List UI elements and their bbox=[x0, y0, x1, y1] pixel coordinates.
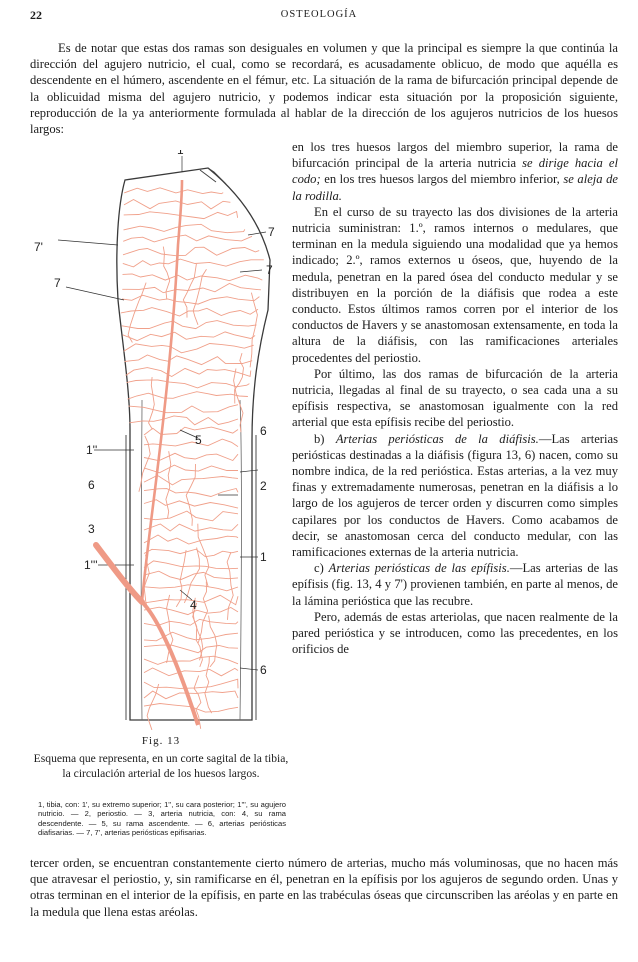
capillary-vessel bbox=[129, 405, 239, 413]
label-5: 5 bbox=[195, 433, 202, 447]
page-number: 22 bbox=[30, 8, 42, 22]
capillary-vessel bbox=[250, 293, 257, 368]
capillary-vessel bbox=[124, 224, 245, 232]
capillary-vessel bbox=[126, 368, 251, 377]
label-7-prime: 7' bbox=[34, 240, 43, 254]
capillary-vessel bbox=[123, 259, 264, 267]
capillary-vessel bbox=[122, 321, 257, 329]
label-6-c: 6 bbox=[260, 663, 267, 677]
figure-caption: Esquema que representa, en un corte sagital de la tibia, la circulación arterial de los huesos largos. bbox=[33, 752, 289, 780]
figure-title: Fig. 13 bbox=[141, 735, 181, 747]
figure-legend: 1, tibia, con: 1', su extremo superior; 1'', su cara posterior; 1''', su agujero nutricio. — 2, periostio. — 3, arteria nutricia, con: 4, su rama descendente. — 5, su rama ascendente. — 6, arterias periósticas diafisarias. — 7, 7', arterias periósticas epifisarias. bbox=[38, 800, 286, 838]
figure-13 bbox=[30, 150, 292, 730]
paragraph-c bbox=[292, 560, 618, 609]
capillary-vessel bbox=[123, 235, 252, 242]
paragraph-4-start: Pero, además de estas arteriolas, que nacen realmente de la pared perióstica y se introducen, como las precedentes, en los orificios de bbox=[292, 609, 618, 657]
tibia-diagram bbox=[30, 150, 292, 730]
para-c-title: Arterias periósticas de las epífisis. bbox=[328, 561, 510, 576]
capillary-vessel bbox=[124, 200, 230, 209]
capillary-vessel bbox=[124, 188, 223, 194]
capillary-vessel bbox=[209, 616, 217, 667]
capillary-vessel bbox=[144, 561, 238, 569]
label-1: 1 bbox=[260, 550, 267, 564]
intro-paragraph: Es de notar que estas dos ramas son desiguales en volumen y que la principal es siempre la que continúa la dirección del agujero nutricio, el cual, como se recordará, es acusadamente oblicuo, de modo que aquélla es descendente en el húmero, ascendente en el fémur, etc. La situación de la rama de bifurcación principal depende de la oblicuidad misma del agujero nutricio, y podemos indicar esta situación por la proposición siguiente, reproducción de la ya anteriormente formulada al hablar de la dirección de los agujeros nutricios de los huesos largos: bbox=[30, 41, 618, 137]
para-b-title: Arterias periósticas de la diáfisis. bbox=[335, 431, 539, 446]
para-c-label: c) bbox=[314, 561, 324, 576]
capillary-vessel bbox=[121, 308, 258, 316]
capillary-vessel bbox=[144, 535, 238, 544]
capillary-vessel bbox=[227, 552, 233, 620]
paragraph-3: Por último, las dos ramas de bifurcación de la arteria nutricia, llegadas al final de su trayecto, o sea cada una a su epífisis respectiva, se anastomosan igualmente con la red arterial que esta epífisis recibe del periostio. bbox=[292, 366, 618, 430]
capillary-vessel bbox=[144, 439, 238, 447]
label-1-double-prime: 1'' bbox=[86, 443, 98, 457]
epiphysis-cap bbox=[200, 168, 226, 184]
capillary-vessel bbox=[144, 668, 238, 676]
rule-paragraph bbox=[292, 139, 618, 204]
capillary-vessel bbox=[139, 436, 150, 492]
label-7-c: 7 bbox=[266, 263, 273, 277]
capillary-vessel bbox=[144, 571, 238, 579]
paragraph-2: En el curso de su trayecto las dos divisiones de la arteria nutricia suministran: 1.º, ramos internos o medulares, que terminan en la medula siguiendo una modalidad que ya hemos indicado; 2.º, ramos externos u óseos, que, huyendo de la medula, penetran en la pared ósea del conducto medular y se distribuyen en la porción de la diáfisis que rodea a este conducto. Estos últimos ramos corren por el interior de los conductos de Havers y se anastomosan extensamente, en toda la altura de la diáfisis, con las ramificaciones arteriales procedentes del periostio. bbox=[292, 204, 618, 365]
capillary-vessel bbox=[127, 380, 250, 388]
leader-lines bbox=[58, 156, 266, 670]
bone-outline bbox=[117, 168, 270, 720]
para-b-label: b) bbox=[314, 431, 325, 446]
capillary-vessel bbox=[144, 427, 238, 435]
label-7-b: 7 bbox=[268, 225, 275, 239]
capillary-vessel bbox=[123, 274, 263, 281]
capillary-vessel bbox=[144, 645, 238, 653]
paragraph-b bbox=[292, 431, 618, 561]
right-column bbox=[292, 139, 618, 658]
capillary-vessel bbox=[144, 524, 238, 531]
capillary-vessel bbox=[123, 332, 255, 341]
para-c-text: —Las arterias de las epífisis (fig. 13, 4 y 7') provienen también, en parte al menos, de la lámina perióstica que las recubre. bbox=[292, 561, 619, 608]
label-1-prime: 1' bbox=[177, 150, 186, 157]
label-2: 2 bbox=[260, 479, 267, 493]
rule-text-2: en los tres huesos largos del miembro inferior, bbox=[324, 172, 560, 187]
capillary-vessel bbox=[166, 451, 171, 518]
label-6-b: 6 bbox=[88, 478, 95, 492]
rule-italic-2: se aleja de la rodilla. bbox=[292, 172, 619, 203]
capillary-vessel bbox=[123, 247, 259, 256]
capillary-vessel bbox=[144, 549, 238, 557]
capillary-vessel bbox=[144, 500, 238, 508]
capillary-vessel bbox=[144, 656, 238, 664]
label-6-a: 6 bbox=[260, 424, 267, 438]
capillary-vessel bbox=[144, 585, 238, 591]
capillary-vessel bbox=[125, 355, 253, 365]
nutrient-artery bbox=[96, 545, 142, 602]
capillary-vessel bbox=[128, 392, 248, 400]
para-b-text: —Las arterias periósticas destinadas a la diáfisis (figura 13, 6) nacen, como su nombre indica, de la red perióstica. Estas arterias, a la vez muy finas y extremadamente numerosas, penetran en la diáfisis a lo largo de los agujeros de tercer orden y discurren como simples capilares por los conductos de Havers. Como acabamos de decir, se anastomosan cerca del conducto medular, con las ramificaciones externas de la arteria nutricia. bbox=[292, 431, 618, 560]
rule-text: en los tres huesos largos del miembro superior, la rama de bifurcación principal de la arteria nutricia bbox=[292, 140, 618, 171]
capillary-vessel bbox=[128, 283, 146, 343]
capillary-vessel bbox=[144, 475, 238, 485]
capillary-vessel bbox=[122, 295, 259, 304]
label-1-triple-prime: 1''' bbox=[84, 558, 98, 572]
arterial-network bbox=[121, 188, 264, 730]
capillary-vessel bbox=[129, 416, 238, 425]
capillary-vessel bbox=[124, 344, 254, 353]
label-7-a: 7 bbox=[54, 276, 61, 290]
rule-italic-1: se dirige hacia el codo; bbox=[292, 156, 618, 187]
capillary-vessel bbox=[144, 691, 238, 699]
medullary-canal bbox=[141, 400, 241, 720]
paragraph-4-tail: tercer orden, se encuentran constantemente cierto número de arterias, mucho más voluminosas, que no hacen más que atravesar el periostio, y, sin ramificarse en él, penetran en la epífisis por los agujeros de segundo orden. Unas y otras terminan en el interior de la epífisis, en parte en las trabéculas óseas que circunscriben las aréolas y en parte en la medula que llena estas aréolas. bbox=[30, 856, 618, 919]
running-head: OSTEOLOGÍA bbox=[280, 9, 358, 20]
capillary-vessel bbox=[144, 632, 238, 641]
label-4: 4 bbox=[190, 598, 197, 612]
label-3: 3 bbox=[88, 522, 95, 536]
capillary-vessel bbox=[205, 657, 212, 713]
